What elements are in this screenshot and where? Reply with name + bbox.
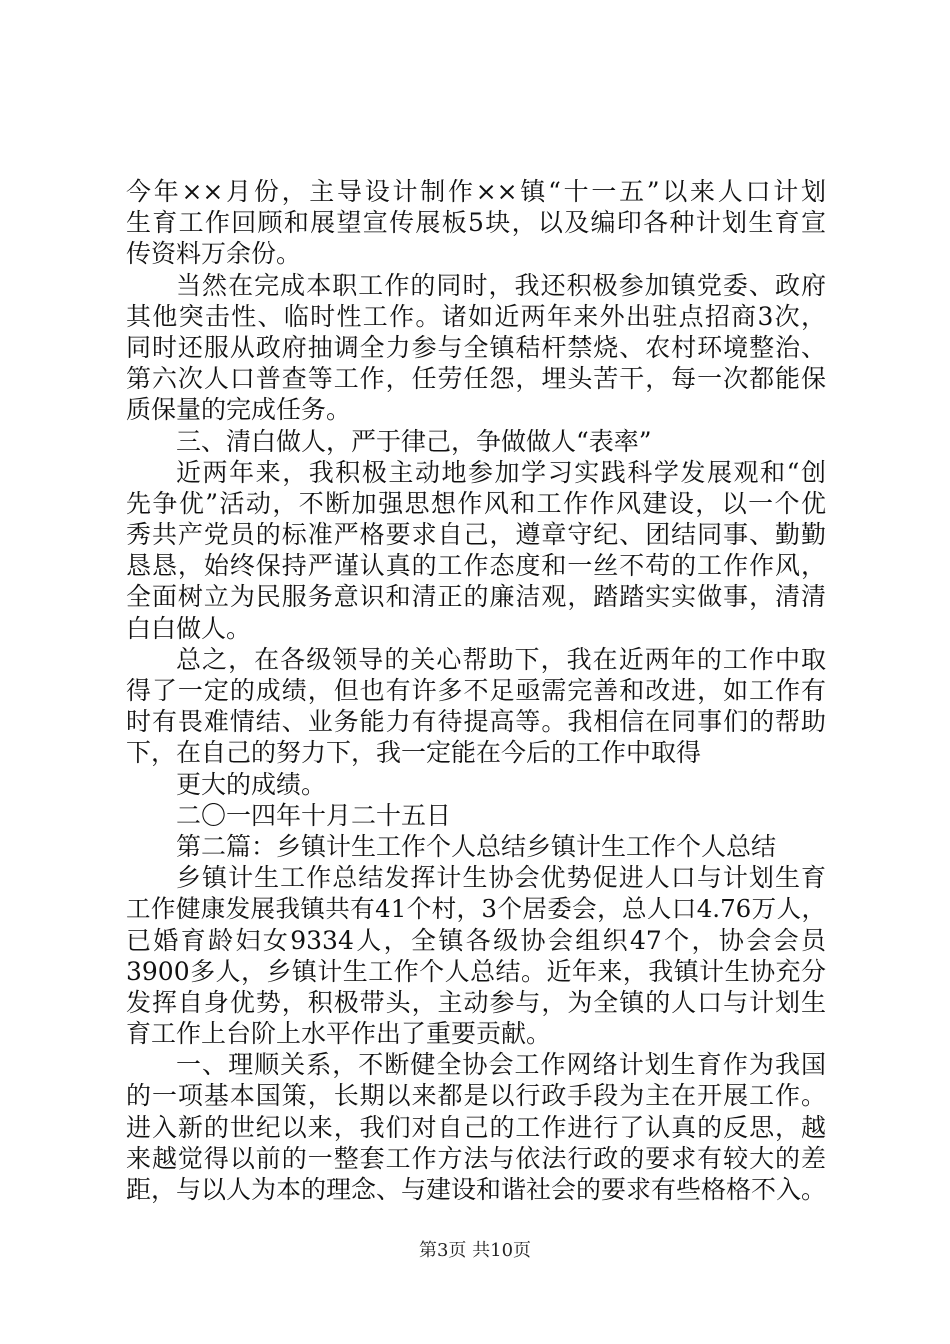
text-line: 传资料万余份。 xyxy=(126,239,302,269)
text-line: 工作健康发展我镇共有41个村，3个居委会，总人口4.76万人， xyxy=(126,894,826,924)
text-line: 总之，在各级领导的关心帮助下，我在近两年的工作中取 xyxy=(176,644,826,674)
text-line: 已婚育龄妇女9334人，全镇各级协会组织47个，协会会员 xyxy=(126,925,826,955)
text-line: 的一项基本国策，长期以来都是以行政手段为主在开展工作。 xyxy=(126,1081,826,1111)
page-number-label: 第3页 共10页 xyxy=(418,1240,532,1261)
text-line: 其他突击性、临时性工作。诸如近两年来外出驻点招商3次， xyxy=(126,301,826,331)
text-line: 一、理顺关系，不断健全协会工作网络计划生育作为我国 xyxy=(176,1050,826,1080)
text-line: 第二篇：乡镇计生工作个人总结乡镇计生工作个人总结 xyxy=(176,831,777,861)
text-line: 秀共产党员的标准严格要求自己，遵章守纪、团结同事、勤勤 xyxy=(126,520,826,550)
text-line: 3900多人，乡镇计生工作个人总结。近年来，我镇计生协充分 xyxy=(126,956,826,986)
text-line: 距，与以人为本的理念、与建设和谐社会的要求有些格格不入。 xyxy=(126,1175,827,1204)
text-line: 生育工作回顾和展望宣传展板5块，以及编印各种计划生育宣 xyxy=(126,208,826,238)
text-line: 下，在自己的努力下，我一定能在今后的工作中取得 xyxy=(126,738,702,768)
text-line: 白白做人。 xyxy=(126,613,252,643)
text-line: 先争优”活动，不断加强思想作风和工作作风建设，以一个优 xyxy=(126,488,826,518)
text-line: 得了一定的成绩，但也有许多不足亟需完善和改进，如工作有 xyxy=(126,676,826,705)
text-line: 同时还服从政府抽调全力参与全镇秸杆禁烧、农村环境整治、 xyxy=(126,332,826,362)
text-line: 第六次人口普查等工作，任劳任怨，埋头苦干，每一次都能保 xyxy=(126,364,826,394)
text-line: 来越觉得以前的一整套工作方法与依法行政的要求有较大的差 xyxy=(126,1143,826,1173)
text-line: 育工作上台阶上水平作出了重要贡献。 xyxy=(126,1019,552,1049)
document-body xyxy=(126,176,826,1205)
text-line: 发挥自身优势，积极带头，主动参与，为全镇的人口与计划生 xyxy=(126,987,826,1017)
text-line: 质保量的完成任务。 xyxy=(126,395,352,425)
text-line: 近两年来，我积极主动地参加学习实践科学发展观和“创 xyxy=(176,457,826,487)
text-line: 三、清白做人，严于律己，争做做人“表率” xyxy=(176,426,652,456)
text-line: 今年××月份，主导设计制作××镇“十一五”以来人口计划 xyxy=(126,177,826,206)
text-line: 恳恳，始终保持严谨认真的工作态度和一丝不苟的工作作风， xyxy=(126,551,826,581)
text-line: 二〇一四年十月二十五日 xyxy=(176,800,452,830)
text-line: 当然在完成本职工作的同时，我还积极参加镇党委、政府 xyxy=(176,270,826,300)
text-line: 全面树立为民服务意识和清正的廉洁观，踏踏实实做事，清清 xyxy=(126,582,826,612)
page-footer xyxy=(0,1240,950,1262)
text-line: 进入新的世纪以来，我们对自己的工作进行了认真的反思，越 xyxy=(126,1112,826,1142)
text-line: 乡镇计生工作总结发挥计生协会优势促进人口与计划生育 xyxy=(176,863,826,893)
text-line: 时有畏难情结、业务能力有待提高等。我相信在同事们的帮助 xyxy=(126,707,826,737)
text-line: 更大的成绩。 xyxy=(176,769,327,799)
